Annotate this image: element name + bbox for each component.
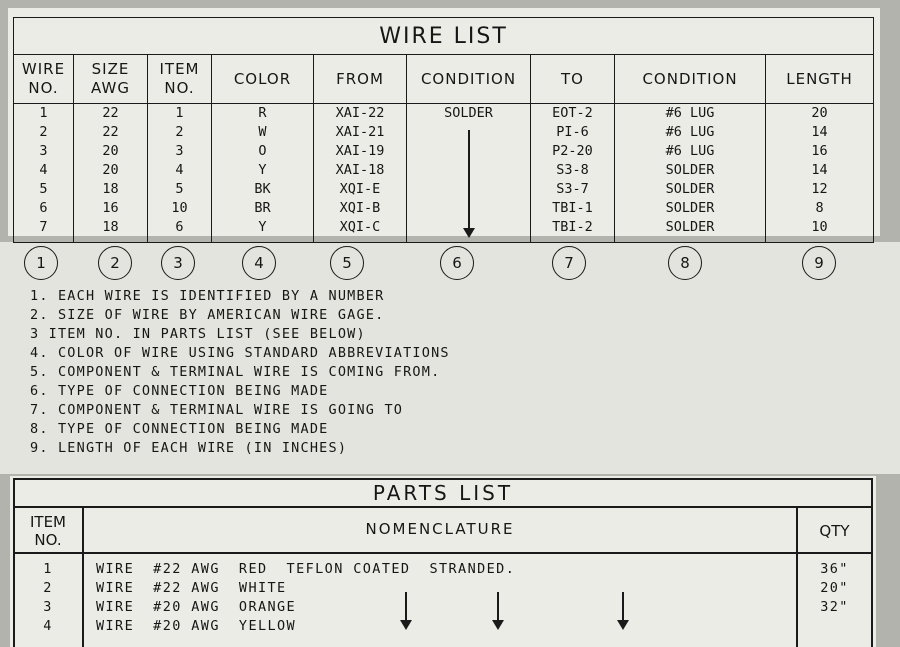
callout-circle: 4 xyxy=(242,246,276,280)
table-cell: 3 xyxy=(175,143,184,159)
column-color xyxy=(212,104,314,243)
column-callouts xyxy=(0,246,900,282)
table-cell: 22 xyxy=(102,105,119,121)
table-cell: 5 xyxy=(175,181,184,197)
parts-qty: 32" xyxy=(820,599,849,615)
table-cell: SOLDER xyxy=(665,181,715,197)
note-line: 4. COLOR OF WIRE USING STANDARD ABBREVIATIONS xyxy=(30,345,450,361)
header-size-awg: SIZE AWG xyxy=(74,55,148,104)
header-color: COLOR xyxy=(212,55,314,104)
callout-circle: 1 xyxy=(24,246,58,280)
parts-item-no: 4 xyxy=(43,618,53,634)
table-cell: 6 xyxy=(39,200,48,216)
table-cell: XAI-18 xyxy=(335,162,385,178)
table-cell: 20 xyxy=(102,143,119,159)
header-from: FROM xyxy=(314,55,407,104)
parts-list-header-rule xyxy=(13,552,873,554)
table-cell: Y xyxy=(258,219,267,235)
ditto-arrow xyxy=(622,592,624,622)
callout-circle: 2 xyxy=(98,246,132,280)
note-line: 2. SIZE OF WIRE BY AMERICAN WIRE GAGE. xyxy=(30,307,385,323)
table-cell: 20 xyxy=(811,105,828,121)
table-cell: P2-20 xyxy=(552,143,593,159)
table-cell: W xyxy=(258,124,267,140)
header-wire-no: WIRE NO. xyxy=(14,55,74,104)
column-from-condition xyxy=(407,104,531,243)
note-line: 1. EACH WIRE IS IDENTIFIED BY A NUMBER xyxy=(30,288,385,304)
column-to xyxy=(531,104,615,243)
table-cell: EOT-2 xyxy=(552,105,593,121)
table-cell: 5 xyxy=(39,181,48,197)
table-cell: XAI-22 xyxy=(335,105,385,121)
header-from-condition: CONDITION xyxy=(407,55,531,104)
table-cell: S3-7 xyxy=(556,181,589,197)
table-cell: 6 xyxy=(175,219,184,235)
callout-circle: 7 xyxy=(552,246,586,280)
table-cell: 12 xyxy=(811,181,828,197)
ditto-arrow xyxy=(468,130,470,230)
table-cell: SOLDER xyxy=(665,219,715,235)
table-cell: #6 LUG xyxy=(665,105,715,121)
table-cell: 10 xyxy=(171,200,188,216)
table-cell: XAI-19 xyxy=(335,143,385,159)
callout-circle: 9 xyxy=(802,246,836,280)
note-line: 6. TYPE OF CONNECTION BEING MADE xyxy=(30,383,329,399)
table-cell: 10 xyxy=(811,219,828,235)
callout-circle: 6 xyxy=(440,246,474,280)
parts-header-nomenclature: NOMENCLATURE xyxy=(365,520,515,538)
table-cell: PI-6 xyxy=(556,124,589,140)
table-cell: BR xyxy=(254,200,271,216)
callout-circle: 3 xyxy=(161,246,195,280)
column-wire-no xyxy=(14,104,74,243)
table-cell: Y xyxy=(258,162,267,178)
column-length xyxy=(766,104,874,243)
table-cell: 4 xyxy=(175,162,184,178)
parts-qty: 20" xyxy=(820,580,849,596)
table-cell: 2 xyxy=(39,124,48,140)
table-cell: XQI-B xyxy=(339,200,381,216)
parts-item-no: 3 xyxy=(43,599,53,615)
note-line: 3 ITEM NO. IN PARTS LIST (SEE BELOW) xyxy=(30,326,366,342)
table-cell: 7 xyxy=(39,219,48,235)
table-cell: 1 xyxy=(39,105,48,121)
header-length: LENGTH xyxy=(766,55,874,104)
parts-qty: 36" xyxy=(820,561,849,577)
table-cell: 2 xyxy=(175,124,184,140)
table-cell: 4 xyxy=(39,162,48,178)
note-line: 8. TYPE OF CONNECTION BEING MADE xyxy=(30,421,329,437)
parts-nomenclature: WIRE #22 AWG RED TEFLON COATED STRANDED. xyxy=(96,561,516,577)
table-cell: 18 xyxy=(102,219,119,235)
table-cell: 16 xyxy=(811,143,828,159)
table-cell: 16 xyxy=(102,200,119,216)
table-cell: 14 xyxy=(811,162,828,178)
wire-list-table xyxy=(13,17,874,243)
callout-circle: 5 xyxy=(330,246,364,280)
table-cell: #6 LUG xyxy=(665,124,715,140)
table-cell: XQI-C xyxy=(339,219,381,235)
ditto-arrow xyxy=(405,592,407,622)
ditto-arrow xyxy=(497,592,499,622)
table-cell: 18 xyxy=(102,181,119,197)
parts-header-qty: QTY xyxy=(819,522,850,540)
table-cell: O xyxy=(258,143,267,159)
column-to-condition xyxy=(615,104,766,243)
table-cell: SOLDER xyxy=(444,105,493,121)
header-to-condition: CONDITION xyxy=(615,55,766,104)
table-cell: TBI-2 xyxy=(552,219,593,235)
parts-list-title: PARTS LIST xyxy=(372,481,514,505)
table-cell: S3-8 xyxy=(556,162,589,178)
parts-list-title-rule xyxy=(13,506,873,508)
column-from xyxy=(314,104,407,243)
column-notes xyxy=(30,287,690,458)
callout-circle: 8 xyxy=(668,246,702,280)
table-cell: 1 xyxy=(175,105,184,121)
table-cell: 22 xyxy=(102,124,119,140)
column-size-awg xyxy=(74,104,148,243)
parts-item-no: 2 xyxy=(43,580,53,596)
table-cell: R xyxy=(258,105,267,121)
header-item-no: ITEM NO. xyxy=(148,55,212,104)
table-cell: 20 xyxy=(102,162,119,178)
table-cell: SOLDER xyxy=(665,162,715,178)
table-cell: 14 xyxy=(811,124,828,140)
table-cell: XAI-21 xyxy=(335,124,385,140)
table-cell: BK xyxy=(254,181,271,197)
table-cell: XQI-E xyxy=(339,181,381,197)
parts-item-no: 1 xyxy=(43,561,53,577)
note-line: 5. COMPONENT & TERMINAL WIRE IS COMING FROM. xyxy=(30,364,441,380)
note-line: 7. COMPONENT & TERMINAL WIRE IS GOING TO xyxy=(30,402,404,418)
table-cell: #6 LUG xyxy=(665,143,715,159)
table-cell: SOLDER xyxy=(665,200,715,216)
header-to: TO xyxy=(531,55,615,104)
parts-header-item-no: ITEM NO. xyxy=(29,513,66,549)
parts-nomenclature: WIRE #22 AWG WHITE xyxy=(96,580,287,596)
parts-nomenclature: WIRE #20 AWG ORANGE xyxy=(96,599,297,615)
note-line: 9. LENGTH OF EACH WIRE (IN INCHES) xyxy=(30,440,348,456)
table-cell: TBI-1 xyxy=(552,200,593,216)
column-item-no xyxy=(148,104,212,243)
table-cell: 8 xyxy=(815,200,824,216)
parts-nomenclature: WIRE #20 AWG YELLOW xyxy=(96,618,297,634)
table-cell: 3 xyxy=(39,143,48,159)
wire-list-title: WIRE LIST xyxy=(14,18,874,55)
parts-qty xyxy=(798,617,871,636)
